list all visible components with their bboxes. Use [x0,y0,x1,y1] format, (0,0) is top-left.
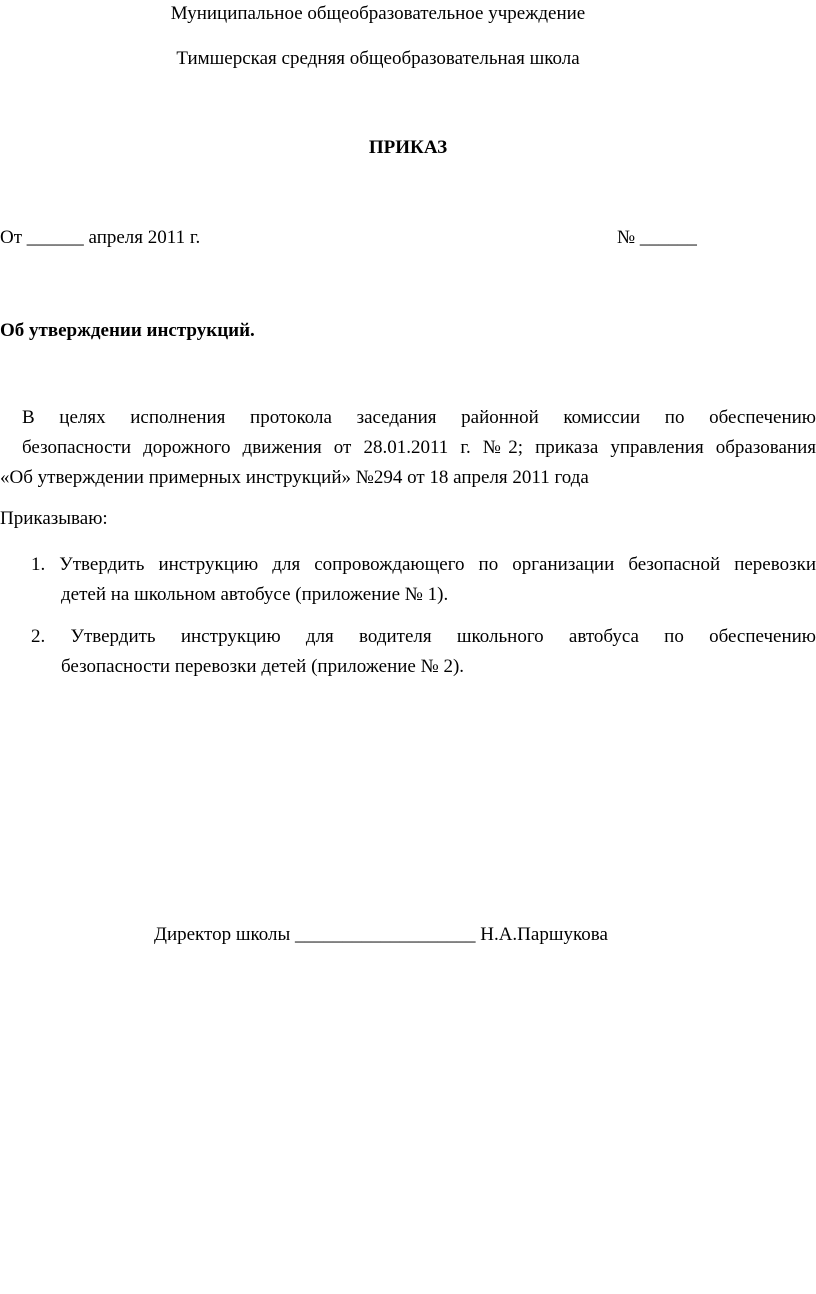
list-item-line: 2. Утвердить инструкцию для водителя школьного автобуса по обеспечению [31,626,816,647]
list-item-line: детей на школьном автобусе (приложение № 1). [61,584,449,605]
list-item [31,550,816,610]
order-directive: Приказываю: [0,508,108,529]
organization-name: Муниципальное общеобразовательное учреждение [170,3,586,24]
preamble-line: безопасности дорожного движения от 28.01.2011 г. №2; приказа управления образования [22,437,816,458]
order-date: От ______ апреля 2011 г. [0,227,201,248]
preamble-line: В целях исполнения протокола заседания районной комиссии по обеспечению [22,407,816,428]
school-name: Тимшерская средняя общеобразовательная школа [176,48,580,69]
list-item-line: безопасности перевозки детей (приложение № 2). [61,656,465,677]
preamble-line: «Об утверждении примерных инструкций» №294 от 18 апреля 2011 года [0,467,589,488]
list-item-line: 1. Утвердить инструкцию для сопровождающего по организации безопасной перевозки [31,554,816,575]
signature-line: Директор школы ___________________ Н.А.Паршукова [154,924,608,945]
order-number: № ______ [617,227,697,248]
document-title: ПРИКАЗ [368,137,448,158]
order-subject: Об утверждении инструкций. [0,320,255,341]
list-item [31,622,816,682]
preamble-paragraph [0,403,816,493]
